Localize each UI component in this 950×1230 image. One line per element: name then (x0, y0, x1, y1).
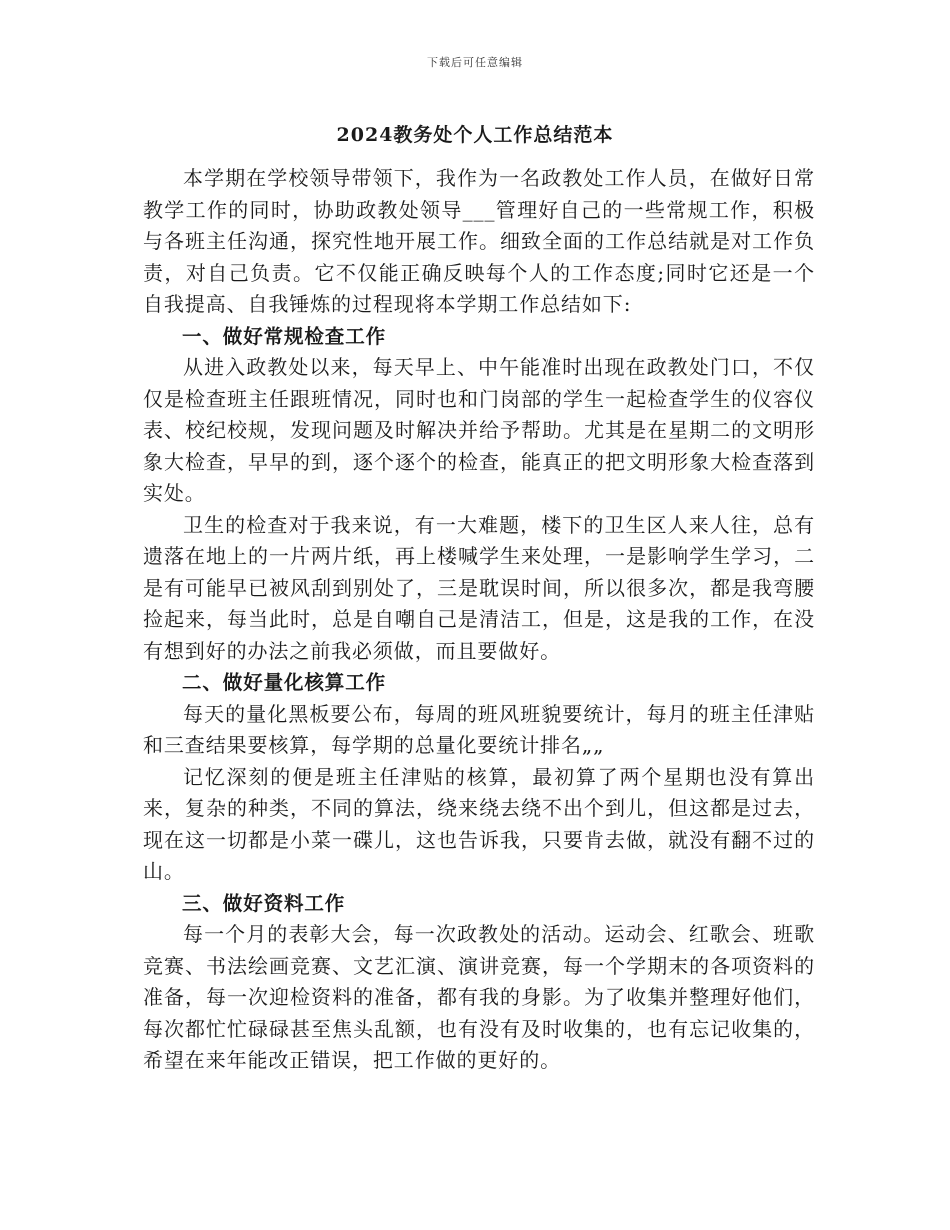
intro-paragraph: 本学期在学校领导带领下，我作为一名政教处工作人员，在做好日常教学工作的同时，协助政教处领导___管理好自己的一些常规工作，积极与各班主任沟通，探究性地开展工作。细致全面的工作总结就是对工作负责，对自己负责。它不仅能正确反映每个人的工作态度;同时它还是一个自我提高、自我锤炼的过程现将本学期工作总结如下: (143, 166, 815, 316)
section-quantification (143, 667, 815, 888)
section-heading: 一、做好常规检查工作 (182, 324, 387, 348)
body-paragraph: 每天的量化黑板要公布，每周的班风班貌要统计，每月的班主任津贴和三查结果要核算，每学期的总量化要统计排名„„ (143, 701, 815, 757)
body-paragraph: 卫生的检查对于我来说，有一大难题，楼下的卫生区人来人往，总有遗落在地上的一片两片纸，再上楼喊学生来处理，一是影响学生学习，二是有可能早已被风刮到别处了，三是耽误时间，所以很多次，都是我弯腰捡起来，每当此时，总是自嘲自己是清洁工，但是，这是我的工作，在没有想到好的办法之前我必须做，而且要做好。 (143, 512, 815, 663)
section-heading: 二、做好量化核算工作 (182, 671, 387, 694)
section-heading: 三、做好资料工作 (182, 891, 346, 915)
body-paragraph: 记忆深刻的便是班主任津贴的核算，最初算了两个星期也没有算出来，复杂的种类，不同的算法，绕来绕去绕不出个到儿，但这都是过去，现在这一切都是小菜一碟儿，这也告诉我，只要肯去做，就没有翻不过的山。 (143, 764, 815, 883)
page-header-note: 下载后可任意编辑 (427, 56, 523, 69)
section-records (143, 888, 815, 1077)
body-paragraph: 从进入政教处以来，每天早上、中午能准时出现在政教处门口，不仅仅是检查班主任跟班情况，同时也和门岗部的学生一起检查学生的仪容仪表、校纪校规，发现问题及时解决并给予帮助。尤其是在星期二的文明形象大检查，早早的到，逐个逐个的检查，能真正的把文明形象大检查落到实处。 (143, 355, 815, 505)
body-paragraph: 每一个月的表彰大会，每一次政教处的活动。运动会、红歌会、班歌竞赛、书法绘画竞赛、文艺汇演、演讲竞赛，每一个学期末的各项资料的准备，每一次迎检资料的准备，都有我的身影。为了收集并整理好他们，每次都忙忙碌碌甚至焦头乱额，也有没有及时收集的，也有忘记收集的，希望在来年能改正错误，把工作做的更好的。 (143, 922, 815, 1072)
document-title: 2024教务处个人工作总结范本 (336, 124, 614, 146)
section-routine-inspection (143, 321, 815, 668)
document-body (143, 163, 815, 1077)
